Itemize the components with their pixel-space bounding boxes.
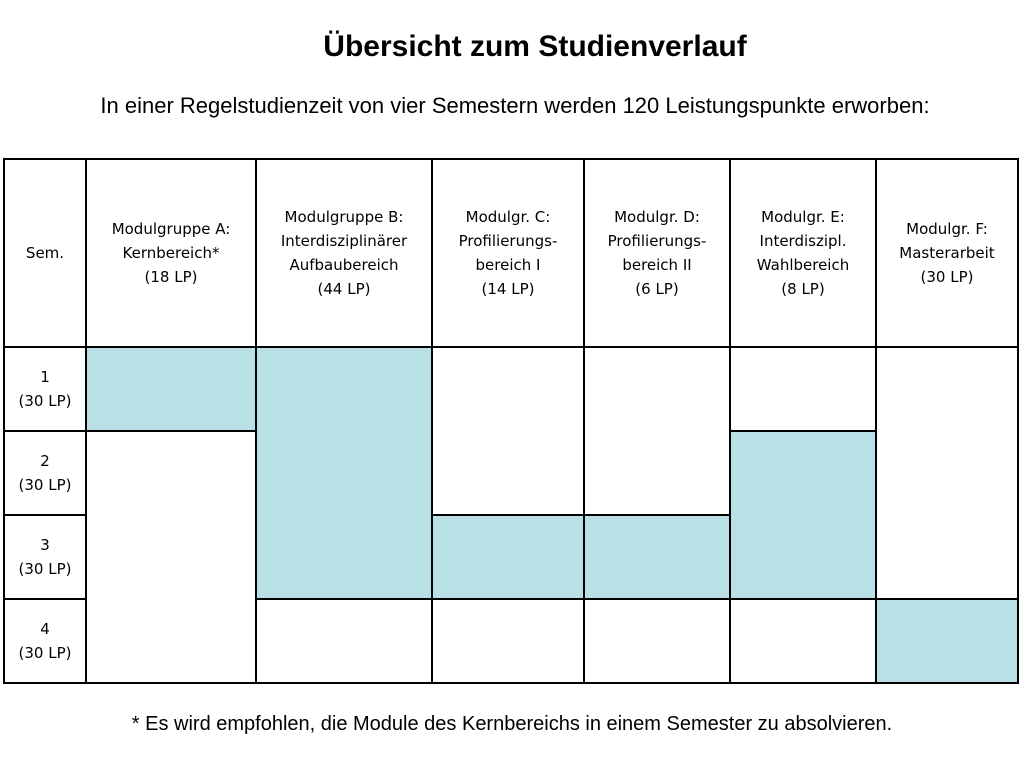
cell-e-sem-1 (730, 347, 876, 431)
header-row (4, 159, 1018, 347)
cell-d-sem-3 (584, 515, 730, 599)
cell-e-sem-2-3 (730, 431, 876, 599)
cell-b-sem-4 (256, 599, 432, 683)
page-title: Übersicht zum Studienverlauf (323, 30, 747, 63)
page-subtitle: In einer Regelstudienzeit von vier Semestern werden 120 Leistungspunkte erworben: (100, 93, 930, 118)
header-group-d: Modulgr. D: Profilierungs- bereich II (6 LP) (584, 159, 730, 347)
header-group-a: Modulgruppe A: Kernbereich* (18 LP) (86, 159, 256, 347)
cell-c-sem-4 (432, 599, 584, 683)
header-group-f: Modulgr. F: Masterarbeit (30 LP) (876, 159, 1018, 347)
semester-label-1: 1 (30 LP) (4, 347, 86, 431)
cell-c-sem-1-2 (432, 347, 584, 515)
header-semester: Sem. (4, 159, 86, 347)
semester-label-2: 2 (30 LP) (4, 431, 86, 515)
footnote: * Es wird empfohlen, die Module des Kernbereichs in einem Semester zu absolvieren. (131, 713, 893, 735)
semester-label-4: 4 (30 LP) (4, 599, 86, 683)
semester-row-1 (4, 347, 1018, 431)
cell-b-sem-1-3 (256, 347, 432, 599)
cell-e-sem-4 (730, 599, 876, 683)
header-group-b: Modulgruppe B: Interdisziplinärer Aufbaubereich (44 LP) (256, 159, 432, 347)
cell-d-sem-1-2 (584, 347, 730, 515)
header-group-e: Modulgr. E: Interdiszipl. Wahlbereich (8 LP) (730, 159, 876, 347)
cell-a-sem-2-4 (86, 431, 256, 683)
cell-f-sem-1-3 (876, 347, 1018, 599)
semester-label-3: 3 (30 LP) (4, 515, 86, 599)
cell-c-sem-3 (432, 515, 584, 599)
cell-d-sem-4 (584, 599, 730, 683)
cell-a-sem-1 (86, 347, 256, 431)
header-group-c: Modulgr. C: Profilierungs- bereich I (14 LP) (432, 159, 584, 347)
study-plan-table (3, 158, 1019, 684)
cell-f-sem-4 (876, 599, 1018, 683)
